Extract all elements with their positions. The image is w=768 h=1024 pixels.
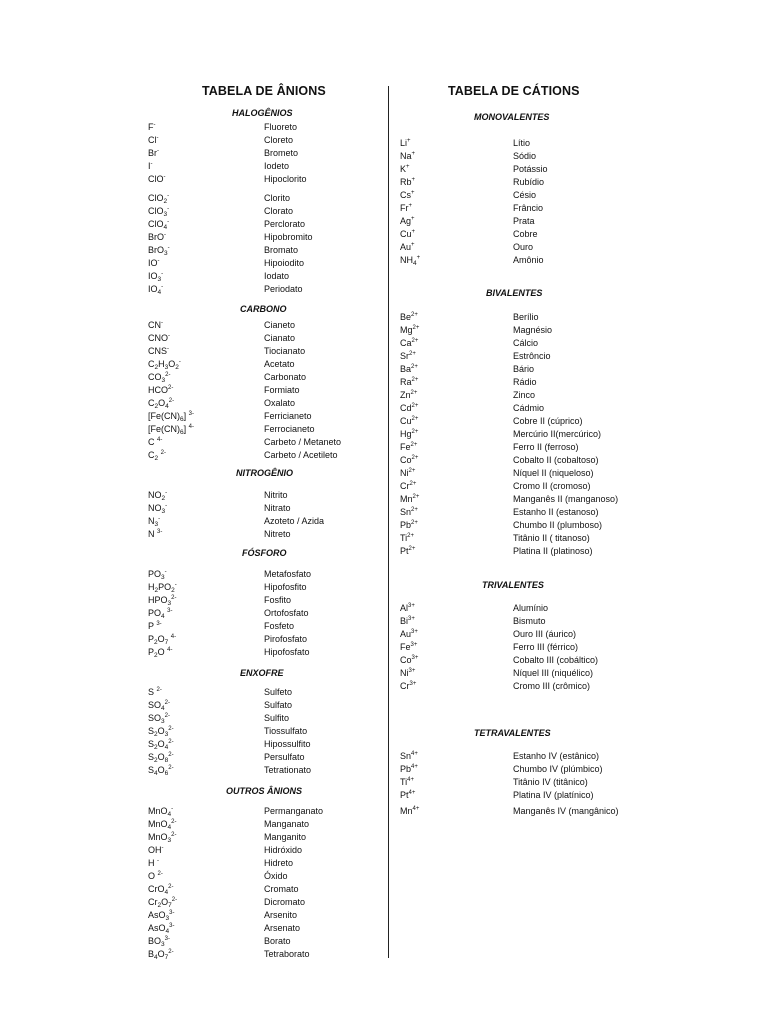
ion-name: Ferro III (férrico): [513, 642, 579, 652]
ion-row: [400, 350, 660, 363]
ion-name: Ferro II (ferroso): [513, 442, 579, 452]
ion-name: Ortofosfato: [264, 608, 309, 618]
ion-row: [400, 228, 660, 241]
ion-formula: $B_4O_7^{2-}$: [148, 949, 174, 961]
ion-row: [400, 789, 660, 802]
ion-name: Clorito: [264, 193, 291, 203]
section-heading-trivalentes: TRIVALENTES: [482, 580, 544, 590]
ion-name: Manganês IV (mangânico): [513, 806, 619, 816]
ion-formula: $Cr_2O_7^{2-}$: [148, 897, 178, 909]
ion-formula: Na+: [400, 151, 416, 161]
ion-formula: $SO_4^{2-}$: [148, 700, 170, 712]
ion-formula: Cl-: [148, 135, 159, 145]
ion-row: [148, 192, 380, 205]
ion-name: Cobalto II (cobaltoso): [513, 455, 599, 465]
ion-formula: $Cu^{2+}$: [400, 416, 419, 426]
ion-name: Fosfeto: [264, 621, 295, 631]
ion-name: Periodato: [264, 284, 303, 294]
ion-name: Rádio: [513, 377, 537, 387]
ion-name: Césio: [513, 190, 537, 200]
section-heading-bivalentes: BIVALENTES: [486, 288, 543, 298]
ion-row: [148, 922, 380, 935]
ion-row: [148, 948, 380, 961]
ion-row: [400, 311, 660, 324]
anion-table-title: TABELA DE ÂNIONS: [202, 84, 326, 98]
ion-name: Metafosfato: [264, 569, 312, 579]
ion-name: Zinco: [513, 390, 536, 400]
ion-formula: F-: [148, 122, 156, 132]
ion-formula: $PO_3^-$: [148, 569, 167, 581]
ion-row: [400, 776, 660, 789]
ion-formula: $Mn^{4+}$: [400, 806, 420, 816]
section-heading-carbono: CARBONO: [240, 304, 287, 314]
ion-row: [400, 215, 660, 228]
ion-name: Estanho II (estanoso): [513, 507, 599, 517]
ion-formula: IO-: [148, 258, 160, 268]
ion-row: [148, 410, 380, 423]
ion-formula: $Co^{2+}$: [400, 455, 419, 465]
ion-name: Níquel III (niquélico): [513, 668, 594, 678]
ion-name: Lítio: [513, 138, 531, 148]
ion-formula: $Sn^{2+}$: [400, 507, 418, 517]
ion-formula: $Hg^{2+}$: [400, 429, 419, 439]
ion-formula: $Mn^{2+}$: [400, 494, 420, 504]
ion-name: Iodeto: [264, 161, 290, 171]
ion-name: Ouro: [513, 242, 534, 252]
ion-name: Cloreto: [264, 135, 294, 145]
ion-formula: $Mg^{2+}$: [400, 325, 420, 335]
ion-row: [148, 244, 380, 257]
ion-row: [400, 176, 660, 189]
ion-name: Óxido: [264, 871, 288, 881]
ion-formula: $Ti^{4+}$: [400, 777, 415, 787]
ion-formula: Cs+: [400, 190, 415, 200]
section-heading-monovalentes: MONOVALENTES: [474, 112, 550, 122]
section-heading-nitrogenio: NITROGÊNIO: [236, 468, 294, 478]
ion-row: [148, 205, 380, 218]
ion-row: [400, 402, 660, 415]
ion-formula: CrO$_4^{2-}$: [148, 884, 174, 896]
ion-name: Titânio II ( titanoso): [513, 533, 590, 543]
ion-name: Bário: [513, 364, 535, 374]
ion-row: [148, 358, 380, 371]
ion-row: [400, 137, 660, 150]
ion-formula: ClO-: [148, 174, 166, 184]
ion-name: Oxalato: [264, 398, 296, 408]
ion-name: Arsenato: [264, 923, 301, 933]
ion-formula: $IO_4^-$: [148, 284, 164, 296]
ion-formula: BrO$_3$-: [148, 245, 170, 257]
ion-row: [400, 163, 660, 176]
ion-formula: $Zn^{2+}$: [400, 390, 418, 400]
ion-name: Chumbo IV (plúmbico): [513, 764, 603, 774]
ion-formula: BrO-: [148, 232, 167, 242]
ion-row: [400, 532, 660, 545]
ion-formula: $IO_3^-$: [148, 271, 164, 283]
ion-name: Carbonato: [264, 372, 307, 382]
ion-row: [400, 324, 660, 337]
ion-row: [148, 607, 380, 620]
ion-name: Titânio IV (titânico): [513, 777, 588, 787]
ion-formula: $BO_3^{3-}$: [148, 936, 170, 948]
ion-formula: MnO$_3^{2-}$: [148, 832, 177, 844]
ion-name: Nitrato: [264, 503, 291, 513]
ion-formula: $SO_3^{2-}$: [148, 713, 170, 725]
ion-name: Potássio: [513, 164, 548, 174]
ion-name: Carbeto / Metaneto: [264, 437, 342, 447]
ion-formula: Rb+: [400, 177, 416, 187]
ion-name: Azoteto / Azida: [264, 516, 325, 526]
ion-row: [400, 454, 660, 467]
ion-formula: OH-: [148, 845, 164, 855]
ion-name: Hipofosfato: [264, 647, 310, 657]
ion-row: [400, 680, 660, 693]
ion-name: Cádmio: [513, 403, 545, 413]
ion-name: Clorato: [264, 206, 294, 216]
ion-formula: AsO$_4^{3-}$: [148, 923, 175, 935]
ion-row: [148, 345, 380, 358]
ion-formula: $S_2O_3^{2-}$: [148, 726, 174, 738]
ion-row: [400, 376, 660, 389]
ion-formula: $Au^{3+}$: [400, 629, 418, 639]
ion-name: Permanganato: [264, 806, 324, 816]
ion-name: Sulfato: [264, 700, 293, 710]
ion-formula: $Cr^{3+}$: [400, 681, 417, 691]
ion-formula: $NO_3^-$: [148, 503, 168, 515]
ion-row: [400, 654, 660, 667]
ion-row: [148, 371, 380, 384]
ion-formula: $Fe^{3+}$: [400, 642, 418, 652]
ion-formula: $Fe^{2+}$: [400, 442, 418, 452]
ion-name: Sulfito: [264, 713, 290, 723]
ion-formula: $PO_4$ $^{3-}$: [148, 608, 173, 620]
ion-row: [148, 712, 380, 725]
ion-name: Cianato: [264, 333, 296, 343]
ion-row: [148, 620, 380, 633]
ion-row: [148, 218, 380, 231]
ion-name: Cobalto III (cobáltico): [513, 655, 599, 665]
ion-name: Ferrocianeto: [264, 424, 315, 434]
ion-row: [400, 150, 660, 163]
ion-name: Carbeto / Acetileto: [264, 450, 338, 460]
ion-row: [148, 818, 380, 831]
ion-row: [148, 173, 380, 186]
ion-row: [148, 147, 380, 160]
section-heading-halogenios: HALOGÊNIOS: [232, 108, 293, 118]
ion-row: [148, 831, 380, 844]
ion-formula: Au+: [400, 242, 415, 252]
ion-row: [400, 763, 660, 776]
ion-formula: ClO$_3$-: [148, 206, 170, 218]
ion-formula: $Cd^{2+}$: [400, 403, 419, 413]
ion-row: [400, 389, 660, 402]
ion-row: [400, 415, 660, 428]
ion-row: [148, 257, 380, 270]
ion-name: Bismuto: [513, 616, 546, 626]
ion-row: [400, 805, 660, 818]
ion-name: Alumínio: [513, 603, 549, 613]
ion-formula: $HCO^{2-}$: [148, 385, 174, 395]
ion-formula: C $^{4-}$: [148, 437, 163, 447]
ion-name: Frâncio: [513, 203, 544, 213]
ion-row: [400, 615, 660, 628]
ion-row: [400, 202, 660, 215]
ion-name: Hipobromito: [264, 232, 313, 242]
ion-row: [148, 231, 380, 244]
ion-row: [148, 332, 380, 345]
ion-name: Mercúrio II(mercúrico): [513, 429, 602, 439]
ion-name: Estrôncio: [513, 351, 551, 361]
ion-formula: $Al^{3+}$: [400, 603, 415, 613]
ion-name: Hidróxido: [264, 845, 303, 855]
ion-row: [400, 480, 660, 493]
ion-name: Amônio: [513, 255, 544, 265]
ion-formula: AsO$_3^{3-}$: [148, 910, 175, 922]
ion-row: [148, 738, 380, 751]
ion-row: [148, 489, 380, 502]
ion-formula: $C_2O_4^{2-}$: [148, 398, 175, 410]
ion-name: Estanho IV (estânico): [513, 751, 600, 761]
ion-row: [148, 384, 380, 397]
ion-formula: $Cr^{2+}$: [400, 481, 417, 491]
ion-row: [400, 545, 660, 558]
ion-name: Persulfato: [264, 752, 305, 762]
ion-formula: CNS-: [148, 346, 170, 356]
ion-formula: $Co^{3+}$: [400, 655, 419, 665]
ion-formula: $NH_4^+$: [400, 255, 421, 267]
ion-formula: $Pt^{4+}$: [400, 790, 416, 800]
ion-row: [148, 319, 380, 332]
ion-row: [148, 581, 380, 594]
ion-row: [400, 428, 660, 441]
ion-formula: CN-: [148, 320, 163, 330]
ion-formula: $Ba^{2+}$: [400, 364, 418, 374]
ion-row: [148, 751, 380, 764]
ion-formula: S $^{2-}$: [148, 687, 162, 697]
ion-name: Dicromato: [264, 897, 306, 907]
cation-table-title: TABELA DE CÁTIONS: [448, 84, 580, 98]
ion-name: Tetraborato: [264, 949, 310, 959]
ion-row: [400, 493, 660, 506]
ion-row: [148, 909, 380, 922]
ion-formula: $Ra^{2+}$: [400, 377, 419, 387]
ion-formula: $Ca^{2+}$: [400, 338, 419, 348]
ion-formula: $Sr^{2+}$: [400, 351, 416, 361]
ion-formula: $Be^{2+}$: [400, 312, 418, 322]
ion-name: Pirofosfato: [264, 634, 308, 644]
ion-row: [400, 641, 660, 654]
ion-row: [148, 397, 380, 410]
ion-formula: $Ni^{2+}$: [400, 468, 416, 478]
section-heading-enxofre: ENXOFRE: [240, 668, 284, 678]
section-heading-fosforo: FÓSFORO: [242, 548, 287, 558]
ion-name: Magnésio: [513, 325, 553, 335]
ion-formula: $[Fe(CN)_6]$ $^{4-}$: [148, 424, 194, 436]
ion-formula: $Pb^{4+}$: [400, 764, 418, 774]
ion-name: Sódio: [513, 151, 537, 161]
column-divider: [388, 86, 389, 958]
ion-row: [148, 121, 380, 134]
ion-formula: $CO_3^{2-}$: [148, 372, 171, 384]
ion-name: Cálcio: [513, 338, 539, 348]
ion-formula: $H_2PO_2^-$: [148, 582, 177, 594]
ion-row: [400, 254, 660, 267]
ion-formula: MnO$_4^{2-}$: [148, 819, 177, 831]
ion-row: [400, 189, 660, 202]
ion-name: Ouro III (áurico): [513, 629, 577, 639]
ion-formula: ClO$_4$-: [148, 219, 170, 231]
ion-formula: $Bi^{3+}$: [400, 616, 415, 626]
ion-name: Cobre II (cúprico): [513, 416, 583, 426]
ion-formula: $S_2O_8^{2-}$: [148, 752, 174, 764]
ion-name: Hipoiodito: [264, 258, 305, 268]
ion-formula: H -: [148, 858, 159, 868]
ion-row: [148, 844, 380, 857]
ion-formula: $C_2$ $^{2-}$: [148, 450, 166, 462]
ion-formula: Fr+: [400, 203, 413, 213]
ion-formula: CNO-: [148, 333, 170, 343]
ion-name: Cromato: [264, 884, 299, 894]
ion-formula: $P_2O$ $^{4-}$: [148, 647, 173, 659]
ion-name: Hidreto: [264, 858, 294, 868]
ion-name: Hipofosfito: [264, 582, 307, 592]
ion-formula: $S_4O_6^{2-}$: [148, 765, 174, 777]
ion-name: Nitrito: [264, 490, 288, 500]
ion-row: [148, 699, 380, 712]
ion-name: Acetato: [264, 359, 295, 369]
ion-name: Cobre: [513, 229, 538, 239]
ion-row: [400, 667, 660, 680]
ion-row: [148, 935, 380, 948]
ion-row: [148, 515, 380, 528]
ion-name: Nitreto: [264, 529, 291, 539]
ion-formula: P $^{3-}$: [148, 621, 162, 631]
ion-formula: Li+: [400, 138, 411, 148]
ion-formula: Cu+: [400, 229, 416, 239]
ion-row: [148, 896, 380, 909]
ion-name: Platina II (platinoso): [513, 546, 593, 556]
ion-name: Manganês II (manganoso): [513, 494, 619, 504]
ion-row: [148, 870, 380, 883]
ion-row: [148, 805, 380, 818]
ion-formula: N $^{3-}$: [148, 529, 163, 539]
ion-row: [148, 283, 380, 296]
ion-name: Tiocianato: [264, 346, 306, 356]
ion-row: [148, 528, 380, 541]
ion-row: [400, 441, 660, 454]
ion-formula: $Pt^{2+}$: [400, 546, 416, 556]
ion-formula: $Pb^{2+}$: [400, 520, 418, 530]
ion-row: [400, 519, 660, 532]
ion-name: Hipossulfito: [264, 739, 311, 749]
ion-formula: Ag+: [400, 216, 415, 226]
ion-formula: $NO_2^-$: [148, 490, 168, 502]
ion-name: Bromato: [264, 245, 299, 255]
ion-row: [400, 241, 660, 254]
ion-formula: $P_2O_7$ $^{4-}$: [148, 634, 177, 646]
ion-row: [148, 725, 380, 738]
ion-name: Cianeto: [264, 320, 296, 330]
ion-name: Iodato: [264, 271, 290, 281]
ion-name: Manganito: [264, 832, 307, 842]
ion-formula: $N_3^-$: [148, 516, 161, 528]
ion-name: Brometo: [264, 148, 299, 158]
ion-name: Cromo III (crômico): [513, 681, 591, 691]
ion-row: [148, 764, 380, 777]
ion-row: [148, 423, 380, 436]
ion-row: [148, 270, 380, 283]
ion-row: [148, 449, 380, 462]
ion-formula: $HPO_3^{2-}$: [148, 595, 177, 607]
ion-name: Níquel II (niqueloso): [513, 468, 594, 478]
ion-row: [400, 337, 660, 350]
section-heading-tetravalentes: TETRAVALENTES: [474, 728, 551, 738]
ion-row: [400, 602, 660, 615]
section-heading-outros-anions: OUTROS ÂNIONS: [226, 786, 303, 796]
ion-formula: K+: [400, 164, 410, 174]
ion-formula: I-: [148, 161, 153, 171]
ion-formula: $C_2H_3O_2^-$: [148, 359, 181, 371]
ion-row: [400, 467, 660, 480]
ion-name: Platina IV (platínico): [513, 790, 594, 800]
ion-name: Cromo II (cromoso): [513, 481, 591, 491]
ion-name: Ferricianeto: [264, 411, 312, 421]
ion-row: [148, 883, 380, 896]
ion-formula: MnO$_4$-: [148, 806, 174, 818]
ion-row: [400, 750, 660, 763]
ion-name: Rubídio: [513, 177, 545, 187]
ion-row: [148, 633, 380, 646]
ion-name: Prata: [513, 216, 535, 226]
ion-formula: $S_2O_4^{2-}$: [148, 739, 174, 751]
ion-formula: O $^{2-}$: [148, 871, 163, 881]
ion-name: Tetrationato: [264, 765, 312, 775]
ion-formula: Br-: [148, 148, 159, 158]
ion-name: Arsenito: [264, 910, 298, 920]
ion-formula: ClO$_2$-: [148, 193, 170, 205]
ion-row: [148, 436, 380, 449]
ion-row: [148, 160, 380, 173]
ion-row: [400, 628, 660, 641]
ion-name: Formiato: [264, 385, 300, 395]
ion-formula: $[Fe(CN)_6]$ $^{3-}$: [148, 411, 194, 423]
ion-name: Perclorato: [264, 219, 306, 229]
ion-row: [148, 857, 380, 870]
ion-formula: $Ni^{3+}$: [400, 668, 416, 678]
ion-name: Fosfito: [264, 595, 292, 605]
ion-name: Chumbo II (plumboso): [513, 520, 603, 530]
ion-formula: $Ti^{2+}$: [400, 533, 415, 543]
ion-row: [148, 686, 380, 699]
ion-row: [400, 363, 660, 376]
ion-name: Berílio: [513, 312, 539, 322]
ion-name: Fluoreto: [264, 122, 298, 132]
ion-row: [148, 502, 380, 515]
ion-row: [400, 506, 660, 519]
ion-name: Manganato: [264, 819, 310, 829]
ion-name: Tiossulfato: [264, 726, 308, 736]
ion-name: Borato: [264, 936, 291, 946]
ion-name: Sulfeto: [264, 687, 293, 697]
ion-row: [148, 646, 380, 659]
ion-formula: $Sn^{4+}$: [400, 751, 418, 761]
ion-name: Hipoclorito: [264, 174, 307, 184]
ion-row: [148, 134, 380, 147]
ion-row: [148, 594, 380, 607]
ion-row: [148, 568, 380, 581]
